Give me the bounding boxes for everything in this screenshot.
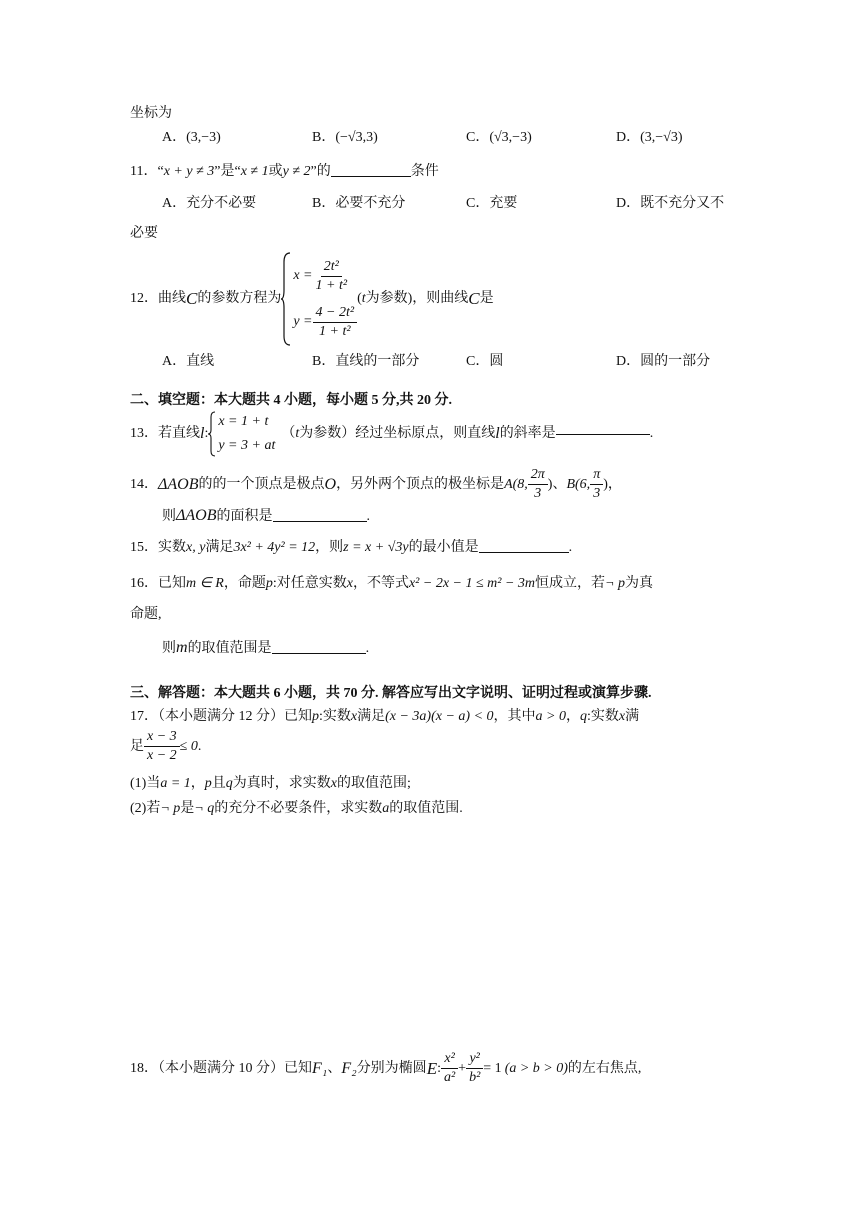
section-2-heading: 二、填空题：本大题共 4 小题，每小题 5 分,共 20 分.: [130, 393, 452, 408]
q10-option-a: A．(3,−3): [162, 130, 221, 145]
q16-stem: 16．已知m ∈ R，命题p:对任意实数x，不等式x² − 2x − 1 ≤ m² − 3m恒成立，若¬ p为真: [130, 576, 653, 591]
q11-stem: 11．“x + y ≠ 3”是“x ≠ 1或y ≠ 2”的 条件: [130, 164, 439, 179]
q11-option-d: D．既不充分又不: [616, 196, 725, 211]
q12-stem: 12．曲线 C 的参数方程为 x = $\frac{\text{2t²}}{\text{1 + t²}}$ y = $\frac{\text{4 − 2t²}}{\text{1 + t²}}$ ( t 为参数)，则曲线 C 是: [130, 252, 494, 346]
q15-stem: 15．实数x, y满足3x² + 4y² = 12，则z = x + √3y的最小值是 .: [130, 540, 573, 555]
answer-blank: [331, 176, 411, 177]
q11-wrap: 必要: [130, 226, 158, 241]
q17-stem: 17．（本小题满分 12 分）已知p:实数x满足(x − 3a)(x − a) < 0，其中a > 0，q:实数x满: [130, 709, 640, 724]
q10-option-b: B．(−√3,3): [312, 130, 378, 145]
q17-line2: 足 $\frac{x - 3}{x - 2}$ ≤ 0 .: [130, 729, 202, 763]
q10-option-d: D．(3,−√3): [616, 130, 683, 145]
q10-option-c: C．(√3,−3): [466, 130, 532, 145]
q12-option-b: B．直线的一部分: [312, 354, 420, 369]
answer-blank: [479, 552, 569, 553]
q12-option-a: A．直线: [162, 354, 215, 369]
left-brace-icon: [208, 411, 216, 457]
answer-blank: [272, 653, 366, 654]
q18-stem: 18．（本小题满分 10 分）已知 F₁ 、 F₂ 分别为椭圆 E : $\frac{\text{x²}}{\text{a²}}$ + $\frac{\text{y²}}{\text{b²}}$ = 1 (a > b > 0) 的左右焦点,: [130, 1051, 642, 1085]
q14-stem: 14． ΔAOB 的的一个顶点是极点 O ，另外两个顶点的极坐标是 A(8, $\frac{2\pi}{3}$ ) 、 B(6, $\frac{\pi}{3}$ )，: [130, 467, 622, 501]
q11-option-b: B．必要不充分: [312, 196, 406, 211]
q13-stem: 13．若直线 l : x = 1 + t y = 3 + at （ t 为参数）经过坐标原点，则直线 l 的斜率是 .: [130, 410, 653, 458]
q16-line3: 则m的取值范围是 .: [162, 639, 370, 656]
q14-line2: 则ΔAOB的面积是 .: [162, 507, 370, 524]
answer-blank: [273, 521, 367, 522]
q11-option-a: A．充分不必要: [162, 196, 257, 211]
q11-option-c: C．充要: [466, 196, 518, 211]
q16-wrap: 命题,: [130, 607, 162, 622]
q17-part-2: (2)若¬ p是¬ q的充分不必要条件，求实数a的取值范围.: [130, 801, 463, 816]
section-3-heading: 三、解答题：本大题共 6 小题，共 70 分. 解答应写出文字说明、证明过程或演算步骤.: [130, 686, 652, 701]
q17-part-1: (1)当a = 1，p且q为真时，求实数x的取值范围;: [130, 776, 411, 791]
left-brace-icon: [281, 252, 291, 346]
answer-blank: [556, 434, 650, 435]
q12-option-d: D．圆的一部分: [616, 354, 711, 369]
q12-option-c: C．圆: [466, 354, 504, 369]
continuation-text: 坐标为: [130, 106, 172, 121]
